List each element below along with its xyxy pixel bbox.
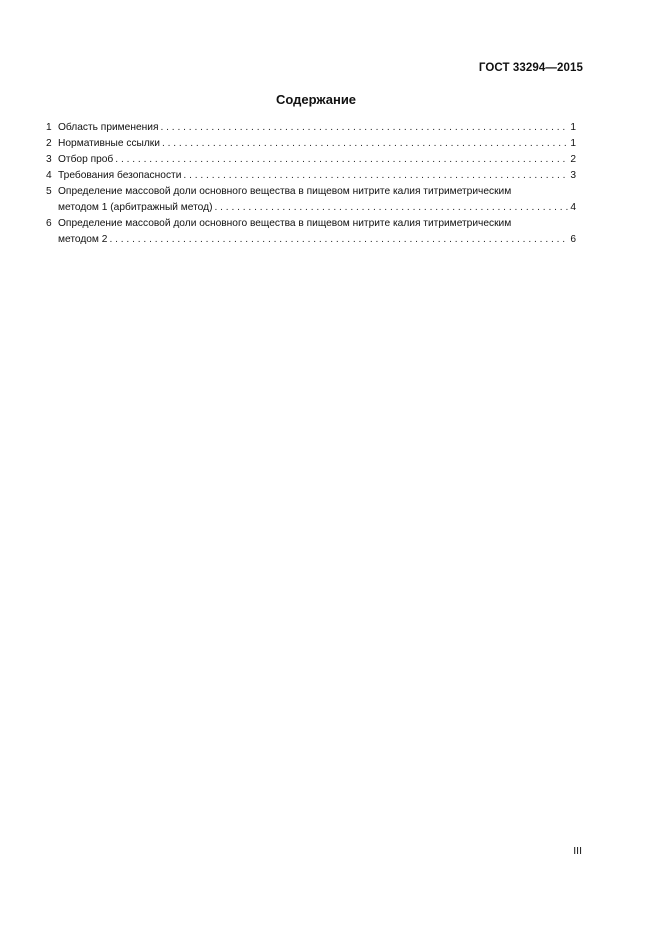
toc-entry-page: 1 xyxy=(570,138,576,149)
toc-entry-title: Область применения xyxy=(58,122,159,133)
toc-leader-dots xyxy=(115,152,568,168)
page-number: III xyxy=(573,845,582,857)
toc-entry-number: 6 xyxy=(46,218,52,229)
toc-entry-title: Требования безопасности xyxy=(58,170,182,181)
toc-entry-title: Отбор проб xyxy=(58,154,114,165)
toc-leader-dots xyxy=(214,200,568,216)
table-of-contents xyxy=(46,120,576,248)
toc-entry-page: 2 xyxy=(570,154,576,165)
toc-entry-page: 6 xyxy=(570,234,576,245)
toc-entry[interactable] xyxy=(46,168,576,184)
toc-entry[interactable] xyxy=(46,184,576,216)
toc-entry[interactable] xyxy=(46,120,576,136)
toc-entry-title-line2: методом 2 xyxy=(58,234,108,245)
toc-entry-number: 2 xyxy=(46,138,52,149)
document-code: ГОСТ 33294—2015 xyxy=(478,62,583,74)
toc-entry-title-line2: методом 1 (арбитражный метод) xyxy=(58,202,213,213)
toc-title: Содержание xyxy=(275,92,357,107)
toc-leader-dots xyxy=(162,136,568,152)
toc-entry[interactable] xyxy=(46,216,576,248)
toc-entry-title-line1: Определение массовой доли основного вещества в пищевом нитрите калия титриметрическим xyxy=(58,218,512,229)
toc-entry[interactable] xyxy=(46,152,576,168)
toc-entry-page: 4 xyxy=(570,202,576,213)
toc-entry[interactable] xyxy=(46,136,576,152)
toc-entry-number: 3 xyxy=(46,154,52,165)
toc-entry-number: 4 xyxy=(46,170,52,181)
toc-entry-title: Нормативные ссылки xyxy=(58,138,160,149)
toc-leader-dots xyxy=(183,168,568,184)
toc-entry-number: 5 xyxy=(46,186,52,197)
toc-entry-title-line1: Определение массовой доли основного вещества в пищевом нитрите калия титриметрическим xyxy=(58,186,512,197)
toc-leader-dots xyxy=(160,120,568,136)
toc-entry-number: 1 xyxy=(46,122,52,133)
toc-leader-dots xyxy=(109,232,568,248)
toc-entry-page: 1 xyxy=(570,122,576,133)
toc-entry-page: 3 xyxy=(570,170,576,181)
